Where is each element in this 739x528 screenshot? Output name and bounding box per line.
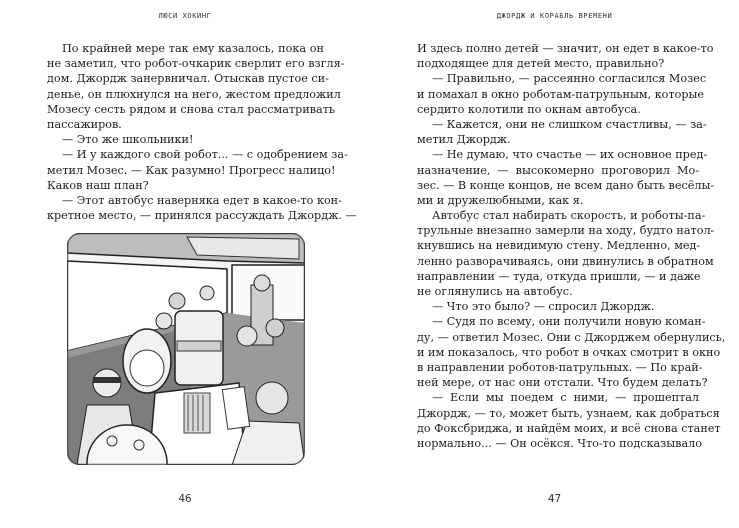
text-line: пассажиров. — [47, 117, 122, 131]
running-head-author: ЛЮСИ ХОКИНГ — [158, 12, 212, 20]
text-line: назначение, — высокомерно проговорил Мо- — [417, 163, 699, 177]
text-line: Каков наш план? — [47, 178, 149, 192]
running-head-title: ДЖОРДЖ И КОРАБЛЬ ВРЕМЕНИ — [496, 12, 613, 20]
text-line: трульные внезапно замерли на ходу, будто натол- — [417, 224, 715, 238]
text-line: ленно разворачиваясь, они двинулись в обратном — [417, 254, 714, 268]
text-line: Мозесу сесть рядом и снова стал рассматривать — [47, 102, 335, 116]
text-line: — Этот автобус наверняка едет в какое-то кон- — [62, 193, 342, 207]
text-line: зес. — В конце концов, не всем дано быть весёлы- — [417, 178, 715, 192]
left-body-text — [47, 41, 357, 223]
text-line: ней мере, от нас они отстали. Что будем делать? — [417, 376, 708, 390]
text-line: Джордж, — то, может быть, узнаем, как добраться — [417, 406, 720, 420]
text-line: кнувшись на невидимую стену. Медленно, мед- — [417, 239, 701, 253]
text-line: — Если мы поедем с ними, — прошептал — [432, 391, 699, 405]
text-line: И здесь полно детей — значит, он едет в какое-то — [417, 42, 714, 55]
text-line: сердито колотили по окнам автобуса. — [417, 102, 641, 116]
text-line: — И у каждого свой робот... — с одобрением за- — [62, 148, 348, 162]
text-line: метил Джордж. — [417, 133, 511, 147]
text-line: — Судя по всему, они получили новую коман- — [432, 315, 706, 329]
text-line: не оглянулись на автобус. — [417, 285, 573, 298]
text-line: Автобус стал набирать скорость, и роботы-па- — [432, 209, 706, 223]
text-line: ми и дружелюбными, как я. — [417, 193, 584, 207]
text-line: — Кажется, они не слишком счастливы, — за- — [432, 117, 707, 131]
text-line: нормально... — Он осёкся. Что-то подсказывало — [417, 436, 702, 450]
text-line: — Не думаю, что счастье — их основное пред- — [432, 148, 708, 162]
text-line: денье, он плюхнулся на него, жестом предложил — [47, 87, 341, 101]
text-line: кретное место, — принялся рассуждать Джордж. — — [47, 209, 357, 223]
text-line: ду, — ответил Мозес. Они с Джорджем обернулись, — [417, 330, 726, 344]
text-line: и им показалось, что робот в очках смотрит в окно — [417, 345, 721, 359]
text-line: в направлении роботов-патрульных. — По край- — [417, 360, 703, 374]
text-line: до Фоксбриджа, и найдём моих, и всё снова станет — [417, 421, 721, 435]
bus-interior-illustration — [67, 233, 305, 465]
text-line: — Это же школьники! — [62, 133, 194, 147]
text-line: метил Мозес. — Как разумно! Прогресс налицо! — [47, 163, 336, 177]
right-body-text — [417, 41, 726, 451]
text-line: не заметил, что робот-очкарик сверлит его взгля- — [47, 57, 345, 71]
text-line: и помахал в окно роботам-патрульным, которые — [417, 87, 705, 101]
page-number-left: 46 — [178, 492, 192, 505]
text-line: — Что это было? — спросил Джордж. — [432, 300, 655, 314]
text-line: дом. Джордж занервничал. Отыскав пустое си- — [47, 72, 329, 86]
text-line: направлении — туда, откуда пришли, — и даже — [417, 269, 701, 283]
text-line: — Правильно, — рассеянно согласился Мозес — [432, 72, 707, 86]
text-line: подходящее для детей место, правильно? — [417, 57, 665, 71]
page-number-right: 47 — [547, 492, 562, 505]
right-page — [370, 0, 739, 528]
text-line: По крайней мере так ему казалось, пока он — [62, 42, 324, 55]
